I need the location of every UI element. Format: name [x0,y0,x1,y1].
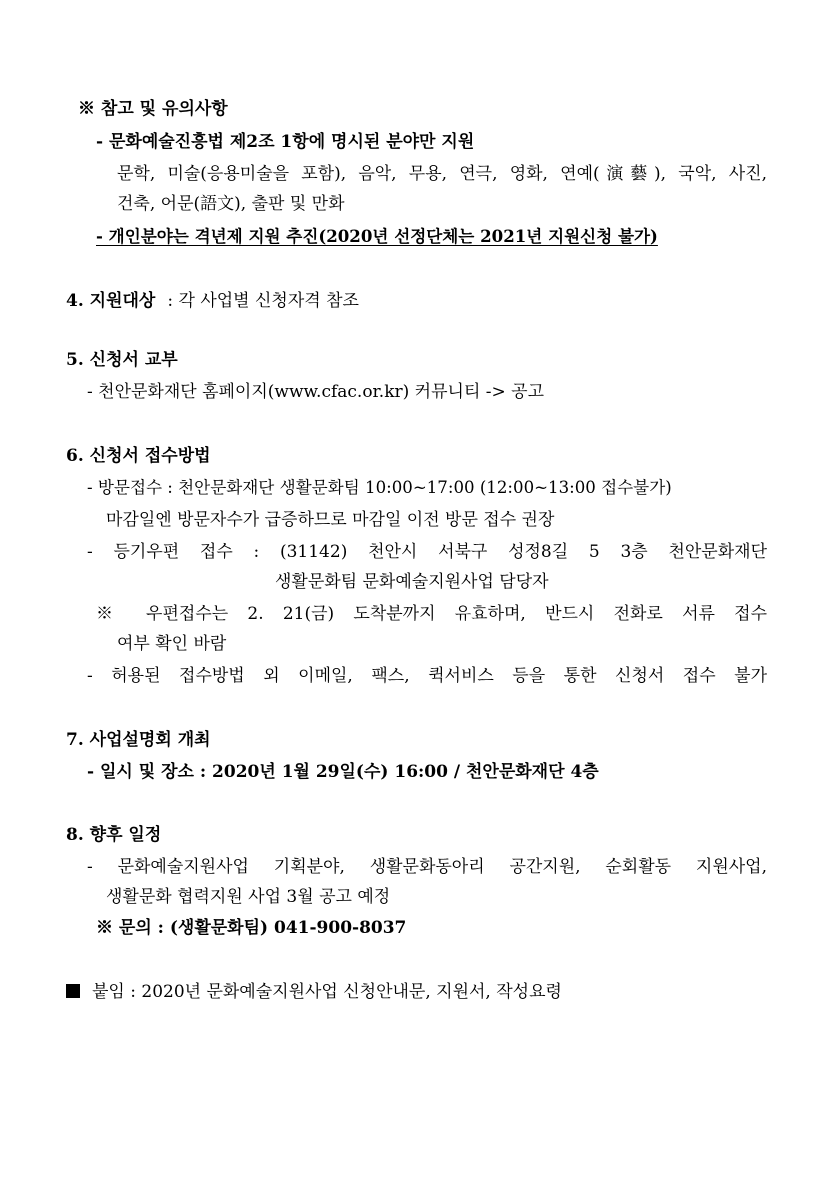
section-7-title: 7. 사업설명회 개최 [66,730,211,750]
section-8-item-1-line-1: - 문화예술지원사업 기획분야, 생활문화동아리 공간지원, 순회활동 지원사업, [87,857,767,877]
section-5-item-1: - 천안문화재단 홈페이지(www.cfac.or.kr) 커뮤니티 -> 공고 [87,382,545,402]
section-6-item-2-line-2: 생활문화팀 문화예술지원사업 담당자 [275,572,549,592]
section-6-note-line-2: 여부 확인 바람 [117,634,227,654]
section-6-item-2-line-1: - 등기우편 접수 : (31142) 천안시 서북구 성정8길 5 3층 천안문화재단 [87,542,767,562]
notes-item-1: - 문화예술진흥법 제2조 1항에 명시된 분야만 지원 [96,132,475,152]
section-6-item-1-line-1: - 방문접수 : 천안문화재단 생활문화팀 10:00~17:00 (12:00~13:00 접수불가) [87,478,672,497]
section-6-item-1-line-2: 마감일엔 방문자수가 급증하므로 마감일 이전 방문 접수 권장 [106,510,555,530]
section-4-title: 4. 지원대상 [66,291,156,311]
section-8-contact: ※ 문의 : (생활문화팀) 041-900-8037 [96,918,407,938]
section-6-note-line-1: ※ 우편접수는 2. 21(금) 도착분까지 유효하며, 반드시 전화로 서류 접수 [96,604,767,624]
notes-heading: ※ 참고 및 유의사항 [78,99,228,119]
section-7-item-1: - 일시 및 장소 : 2020년 1월 29일(수) 16:00 / 천안문화재단 4층 [87,762,599,782]
square-bullet-icon [66,984,80,998]
attachment-line [66,980,562,1004]
section-4-text: : 각 사업별 신청자격 참조 [167,291,359,311]
section-8-item-1-line-2: 생활문화 협력지원 사업 3월 공고 예정 [106,887,391,907]
notes-item-2: - 개인분야는 격년제 지원 추진(2020년 선정단체는 2021년 지원신청 불가) [96,226,658,246]
section-6-item-3: - 허용된 접수방법 외 이메일, 팩스, 퀵서비스 등을 통한 신청서 접수 불가 [87,666,767,686]
section-4 [66,289,359,313]
section-8-title: 8. 향후 일정 [66,825,162,845]
attachment-text: 붙임 : 2020년 문화예술지원사업 신청안내문, 지원서, 작성요령 [92,982,562,1002]
section-6-title: 6. 신청서 접수방법 [66,446,211,466]
section-5-title: 5. 신청서 교부 [66,350,178,370]
notes-item-1-detail-line-1: 문학, 미술(응용미술을 포함), 음악, 무용, 연극, 영화, 연예(演藝), 국악, 사진, [117,164,767,184]
notes-item-1-detail-line-2: 건축, 어문(語文), 출판 및 만화 [117,194,345,214]
